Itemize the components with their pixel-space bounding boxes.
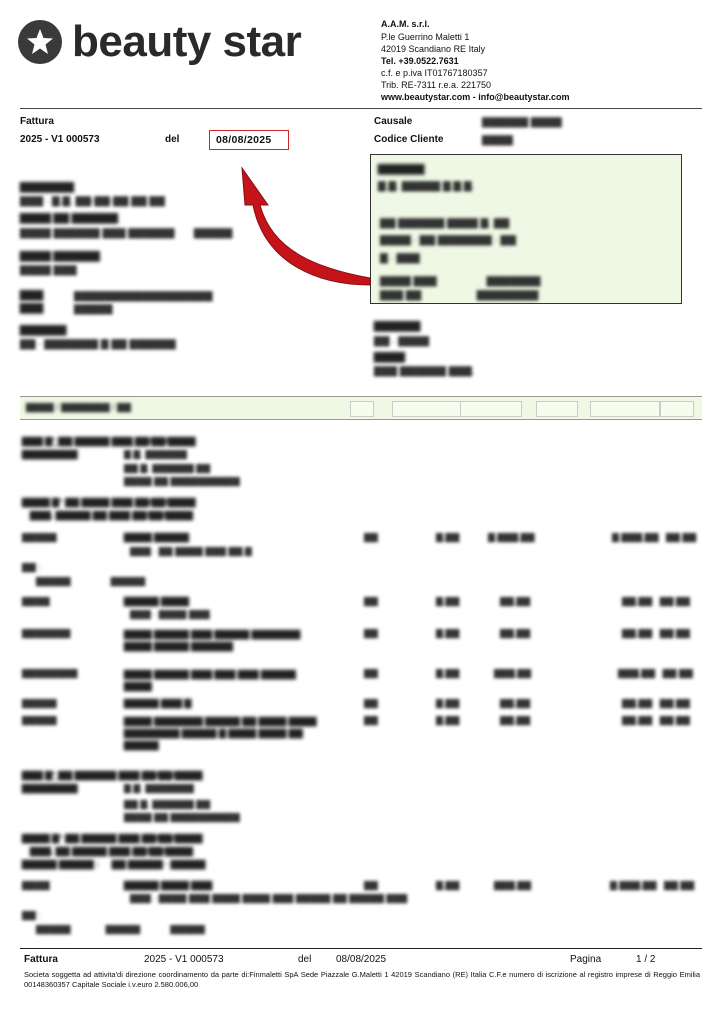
pagamento-label-redacted: ▇▇▇▇▇▇▇	[20, 182, 74, 193]
item-6-desc-redacted: ▇▇▇▇ ▇▇▇▇▇▇▇ ▇▇▇▇▇ ▇▇ ▇▇▇▇ ▇▇▇▇ ▇▇▇▇▇▇▇▇ ▇▇▇▇▇ ▇ ▇▇▇▇ ▇▇▇▇ ▇▇ ▇▇▇▇▇	[124, 716, 317, 750]
ship-country-redacted: ▇ · ▇▇▇	[380, 253, 420, 264]
item-5-desc-redacted: ▇▇▇▇▇ ▇▇▇ ▇	[124, 698, 192, 708]
spedizione-label-redacted: ▇▇▇▇▇▇	[378, 164, 425, 175]
ordine-heading-redacted: ▇▇▇▇ ▇° ▇▇ ▇▇▇▇ ▇▇▇ ▇▇/▇▇/▇▇▇▇	[22, 497, 196, 507]
item-5-um-redacted: ▇▇	[364, 698, 378, 708]
item-7-extra-redacted: ▇▇ :	[22, 910, 41, 920]
company-phone: Tel. +39.0522.7631	[381, 56, 459, 66]
red-arrow-icon	[220, 150, 380, 300]
item-7-price-redacted: ▇▇▇,▇▇	[494, 880, 532, 890]
footer-invoice-number: 2025 - V1 000573	[144, 954, 224, 965]
banca-2-value-redacted: ▇▇▇▇ ▇▇▇	[20, 265, 77, 276]
codice-cliente-value-redacted: ▇▇▇▇	[482, 135, 513, 146]
footer-page-value: 1 / 2	[636, 954, 656, 965]
footer-doc-type: Fattura	[24, 954, 58, 965]
ddt-heading-redacted: ▇▇▇ ▇° ▇▇ ▇▇▇▇▇ ▇▇▇ ▇▇/▇▇/▇▇▇▇	[22, 436, 196, 446]
item-2-amount-redacted: ▇▇,▇▇ ▇▇ ▇▇	[622, 596, 690, 606]
item-7-serial-redacted: ▇▇▇▇▇ ▇▇▇▇▇ ▇▇▇▇▇	[36, 924, 205, 934]
item-7-um-redacted: ▇▇	[364, 880, 378, 890]
destinatario-label-redacted: ▇▇▇▇▇▇▇▇	[22, 449, 78, 459]
item-2-price-redacted: ▇▇,▇▇	[500, 596, 531, 606]
causale-value-redacted: ▇▇▇▇▇▇ ▇▇▇▇	[482, 117, 562, 128]
col-vat-cell	[660, 401, 694, 417]
item-3-code-redacted: ▇▇▇▇▇▇▇	[22, 628, 71, 638]
brand-logo-icon	[18, 20, 62, 64]
col-qty-cell	[392, 401, 464, 417]
col-amount-cell	[590, 401, 660, 417]
item-6-um-redacted: ▇▇	[364, 715, 378, 725]
vettore-value-redacted: ▇▇▇ ▇▇▇▇▇▇ ▇▇▇.	[374, 366, 475, 377]
footer-date: 08/08/2025	[336, 954, 387, 965]
ship-city-redacted: ▇▇▇▇ · ▇▇ ▇▇▇▇▇▇▇ · ▇▇	[380, 235, 516, 246]
item-3-price-redacted: ▇▇,▇▇	[500, 628, 531, 638]
item-1-qty-redacted: ▇,▇▇	[436, 532, 460, 542]
company-city: 42019 Scandiano RE Italy	[381, 44, 486, 54]
ordine-2-heading-redacted: ▇▇▇▇ ▇° ▇▇ ▇▇▇▇▇ ▇▇▇ ▇▇/▇▇/▇▇▇▇	[22, 833, 203, 843]
ddt-2-heading-redacted: ▇▇▇ ▇° ▇▇ ▇▇▇▇▇▇ ▇▇▇ ▇▇/▇▇/▇▇▇▇	[22, 770, 203, 780]
item-7-qty-redacted: ▇,▇▇	[436, 880, 460, 890]
banca-2-label-redacted: ▇▇▇▇ ▇▇▇▇▇▇	[20, 251, 100, 262]
spedizione-2-label-redacted: ▇▇▇▇▇▇	[374, 321, 421, 332]
ship-code-redacted: ▇▇▇▇ ▇▇▇ ▇▇▇▇▇▇▇	[380, 276, 541, 287]
company-web: www.beautystar.com - info@beautystar.com	[381, 92, 570, 102]
spedizione-2-value-redacted: ▇▇ · ▇▇▇▇	[374, 336, 430, 347]
item-1-desc2-redacted: ▇▇▇ · ▇▇ ▇▇▇▇ ▇▇▇ ▇▇.▇	[130, 546, 252, 556]
col-code-desc-redacted: ▇▇▇▇ / ▇▇▇▇▇▇▇ / ▇▇	[26, 402, 131, 412]
item-5-amount-redacted: ▇▇,▇▇ ▇▇ ▇▇	[622, 698, 690, 708]
item-1-um-redacted: ▇▇	[364, 532, 378, 542]
item-6-code-redacted: ▇▇▇▇▇	[22, 715, 57, 725]
brand-name: beauty star	[72, 17, 302, 66]
rif-2-heading-redacted: ▇▇▇. ▇▇ ▇▇▇▇▇ ▇▇▇ ▇▇/▇▇/▇▇▇▇	[30, 846, 193, 856]
destinatario-2-label-redacted: ▇▇▇▇▇▇▇▇	[22, 783, 78, 793]
iban-label-redacted: ▇▇▇	[20, 290, 44, 301]
ship-name-redacted: ▇.▇. ▇▇▇▇▇ ▇.▇.▇.	[378, 181, 475, 192]
ship-vat-redacted: ▇▇▇ ▇▇ ▇▇▇▇▇▇▇▇	[380, 290, 539, 301]
item-3-desc-redacted: ▇▇▇▇ ▇▇▇▇▇ ▇▇▇ ▇▇▇▇▇ ▇▇▇▇▇▇▇ ▇▇▇▇ ▇▇▇▇▇ ▇▇▇▇▇▇	[124, 629, 301, 651]
item-5-price-redacted: ▇▇,▇▇	[500, 698, 531, 708]
item-1-serial-redacted: ▇▇▇▇▇ ▇▇▇▇▇	[36, 576, 146, 586]
item-3-um-redacted: ▇▇	[364, 628, 378, 638]
col-price-cell	[460, 401, 522, 417]
item-3-amount-redacted: ▇▇,▇▇ ▇▇ ▇▇	[622, 628, 690, 638]
item-6-qty-redacted: ▇,▇▇	[436, 715, 460, 725]
causale-label: Causale	[374, 116, 413, 127]
cliente-finale-redacted: ▇▇▇▇▇ ▇▇▇▇▇ : ▇▇ ▇▇▇▇▇ · ▇▇▇▇▇	[22, 859, 206, 869]
dest-name-redacted: ▇.▇. ▇▇▇▇▇▇	[124, 449, 187, 459]
dest-city-redacted: ▇▇▇▇ ▇▇ ▇▇▇▇▇▇▇▇▇▇	[124, 476, 240, 486]
consegna-value-redacted: ▇▇ · ▇▇▇▇▇▇▇ ▇ ▇▇ ▇▇▇▇▇▇	[20, 339, 176, 350]
item-3-qty-redacted: ▇,▇▇	[436, 628, 460, 638]
vettore-label-redacted: ▇▇▇▇	[374, 352, 405, 363]
item-6-amount-redacted: ▇▇,▇▇ ▇▇ ▇▇	[622, 715, 690, 725]
invoice-date: 08/08/2025	[216, 134, 272, 146]
item-2-code-redacted: ▇▇▇▇	[22, 596, 50, 606]
item-5-code-redacted: ▇▇▇▇▇	[22, 698, 57, 708]
item-1-price-redacted: ▇.▇▇▇,▇▇	[488, 532, 535, 542]
col-um-cell	[350, 401, 374, 417]
item-7-amount-redacted: ▇.▇▇▇,▇▇ ▇▇ ▇▇	[610, 880, 695, 890]
company-address: P.le Guerrino Maletti 1	[381, 32, 470, 42]
item-1-desc-redacted: ▇▇▇▇ ▇▇▇▇▇	[124, 532, 189, 542]
ship-street-redacted: ▇▇ ▇▇▇▇▇▇ ▇▇▇▇ ▇. ▇▇	[380, 218, 510, 229]
doc-type-label: Fattura	[20, 116, 54, 127]
items-table-header	[20, 396, 702, 420]
dest-street-redacted: ▇▇ ▇. ▇▇▇▇▇▇ ▇▇	[124, 463, 211, 473]
header-divider	[20, 108, 702, 109]
item-2-desc2-redacted: ▇▇▇ · ▇▇▇▇ ▇▇▇	[130, 609, 210, 619]
star-icon	[18, 20, 62, 64]
company-vat: c.f. e p.iva IT01767180357	[381, 68, 488, 78]
dest-2-city-redacted: ▇▇▇▇ ▇▇ ▇▇▇▇▇▇▇▇▇▇	[124, 812, 240, 822]
item-4-qty-redacted: ▇,▇▇	[436, 668, 460, 678]
item-7-code-redacted: ▇▇▇▇	[22, 880, 50, 890]
item-4-amount-redacted: ▇▇▇,▇▇ ▇▇ ▇▇	[618, 668, 693, 678]
item-6-price-redacted: ▇▇,▇▇	[500, 715, 531, 725]
footer-divider	[20, 948, 702, 949]
item-2-qty-redacted: ▇,▇▇	[436, 596, 460, 606]
swift-value-redacted: ▇▇▇▇▇	[74, 304, 113, 315]
invoice-number: 2025 - V1 000573	[20, 134, 100, 145]
rif-heading-redacted: ▇▇▇. ▇▇▇▇▇ ▇▇ ▇▇▇ ▇▇/▇▇/▇▇▇▇	[30, 510, 193, 520]
col-discount-cell	[536, 401, 578, 417]
codice-cliente-label: Codice Cliente	[374, 134, 444, 145]
item-5-qty-redacted: ▇,▇▇	[436, 698, 460, 708]
item-2-desc-redacted: ▇▇▇▇▇ ▇▇▇▇	[124, 596, 189, 606]
item-7-desc-redacted: ▇▇▇▇▇ ▇▇▇▇ ▇▇▇	[124, 880, 213, 890]
company-rea: Trib. RE-7311 r.e.a. 221750	[381, 80, 492, 90]
item-7-desc2-redacted: ▇▇▇ · ▇▇▇▇ ▇▇▇ ▇▇▇▇ ▇▇▇▇ ▇▇▇ ▇▇▇▇▇ ▇▇ ▇▇▇▇▇ ▇▇▇	[130, 893, 408, 903]
item-1-amount-redacted: ▇.▇▇▇,▇▇ ▇▇ ▇▇	[612, 532, 697, 542]
consegna-label-redacted: ▇▇▇▇▇▇	[20, 325, 67, 336]
iban-value-redacted: ▇▇▇▇▇▇▇▇▇▇▇▇▇▇▇▇▇▇	[74, 291, 213, 302]
item-4-code-redacted: ▇▇▇▇▇▇▇▇	[22, 668, 78, 678]
pagamento-value-redacted: ▇▇▇ · ▇.▇. ▇▇-▇▇-▇▇ ▇▇ ▇▇	[20, 196, 165, 207]
footer-page-label: Pagina	[570, 954, 602, 965]
banca-value-redacted: ▇▇▇▇ ▇▇▇▇▇▇ ▇▇▇ ▇▇▇▇▇▇ ▇▇▇▇▇	[20, 228, 233, 239]
item-4-um-redacted: ▇▇	[364, 668, 378, 678]
swift-label-redacted: ▇▇▇	[20, 303, 44, 314]
footer-date-label: del	[298, 954, 312, 965]
item-2-um-redacted: ▇▇	[364, 596, 378, 606]
date-label: del	[165, 134, 180, 145]
item-4-price-redacted: ▇▇▇,▇▇	[494, 668, 532, 678]
company-name: A.A.M. s.r.l.	[381, 19, 430, 29]
banca-label-redacted: ▇▇▇▇ ▇▇ ▇▇▇▇▇▇	[20, 213, 118, 224]
item-1-extra-redacted: ▇▇ :	[22, 562, 41, 572]
dest-2-name-redacted: ▇.▇. ▇▇▇▇▇▇▇	[124, 783, 194, 793]
dest-2-street-redacted: ▇▇ ▇. ▇▇▇▇▇▇ ▇▇	[124, 799, 211, 809]
footer-legal-notice: Societa soggetta ad attivita'di direzione coordinamento da parte di:Finmaletti SpA Sede Piazzale G.Maletti 1 42019 Scandiano (RE) Italia C.F.e numero di iscrizione al registro imprese di Reggio Emilia 00148360357 Capitale Sociale i.v.euro 2.580.006,00	[24, 970, 700, 989]
item-4-desc-redacted: ▇▇▇▇ ▇▇▇▇▇ ▇▇▇ ▇▇▇ ▇▇▇ ▇▇▇▇▇ ▇▇▇▇	[124, 669, 296, 691]
item-1-code-redacted: ▇▇▇▇▇	[22, 532, 57, 542]
